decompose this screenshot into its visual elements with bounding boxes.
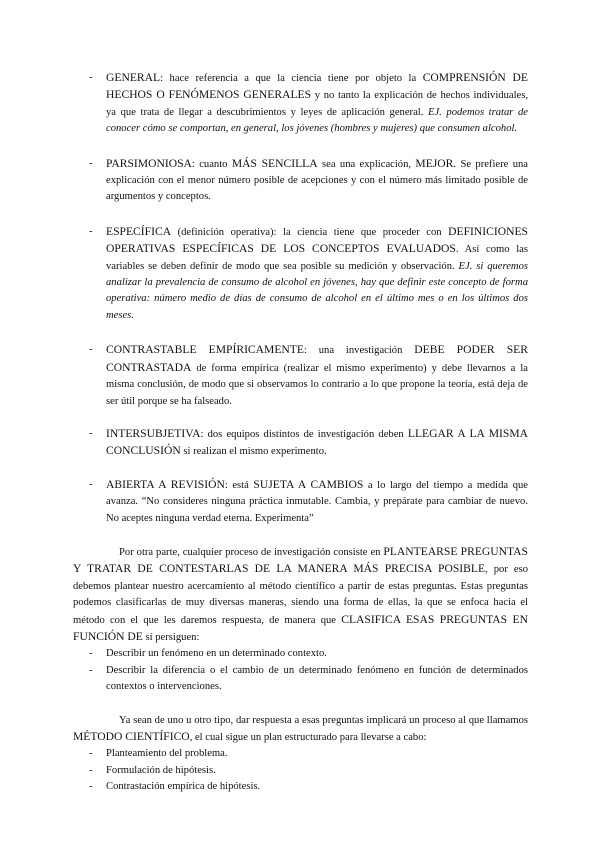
list-item xyxy=(73,763,528,779)
bullet-dash: - xyxy=(89,344,93,356)
bullet-parsimoniosa-text xyxy=(106,156,529,203)
bullet-abierta-text xyxy=(106,477,528,524)
bullet-intersubjetiva xyxy=(73,426,528,461)
paragraph-preguntas xyxy=(73,544,528,646)
bullet-dash: - xyxy=(89,764,93,776)
text-run: Ya sean de uno u otro tipo, dar respuesta a esas preguntas implicará un proceso al que llamamos xyxy=(119,714,528,726)
list-item xyxy=(73,746,528,762)
text-run: . Se prefiere una explicación con el menor número posible de acepciones y con el número más limitado posible de argumentos y conceptos. xyxy=(106,158,529,203)
bullet-general-text xyxy=(106,73,528,134)
emphasis-text: SUJETA A CAMBIOS xyxy=(253,477,364,491)
bullet-dash: - xyxy=(89,648,93,660)
text-run: : cuanto xyxy=(191,158,232,170)
bullet-contrastable xyxy=(73,342,528,410)
bullet-especifica xyxy=(73,224,528,324)
list-item-text: Contrastación empírica de hipótesis. xyxy=(106,781,261,793)
bullet-dash: - xyxy=(89,72,93,83)
bullet-contrastable-text xyxy=(106,345,528,406)
text-run: y no tanto la explicación de hechos individuales, ya que trata de llegar a descubrimientos y leyes de aplicación general. xyxy=(106,90,528,118)
emphasis-text: DEFINICIONES OPERATIVAS ESPECÍFICAS DE LOS CONCEPTOS EVALUADOS xyxy=(106,224,528,256)
bullet-dash: - xyxy=(89,478,93,490)
paragraph-metodo xyxy=(73,713,528,747)
bullet-dash: - xyxy=(89,157,93,169)
text-run: : está xyxy=(224,479,254,491)
text-run: , por eso debemos plantear nuestro acercamiento al método científico a partir de estas preguntas. Estas preguntas podemos clasificarlas de muy diversas maneras, siendo una forma de ellas, la que se enfoca hacia el método con el que les daremos respuesta, de manera que xyxy=(73,564,528,626)
text-run: a lo largo del tiempo a medida que avanza. “No consideres ninguna práctica inmutable. Cambia, y prepárate para cambiar de nuevo. No aceptes ninguna verdad eterna. Experimenta” xyxy=(106,479,528,524)
text-run: sea una explicación, xyxy=(317,158,416,170)
text-run: (definición operativa): la ciencia tiene que proceder con xyxy=(171,226,449,238)
question-types-list xyxy=(73,646,528,695)
bullet-dash: - xyxy=(89,748,93,760)
emphasis-text: ESPECÍFICA xyxy=(106,224,172,238)
emphasis-text: MEJOR xyxy=(415,156,454,170)
text-run: de forma empírica (realizar el mismo experimento) y debe llevarnos a la misma conclusión, de modo que si observamos lo contrario a lo que propone la teoría, está deja de ser útil porque se ha falseado. xyxy=(106,362,528,407)
text-run: . Así como las variables se deben definir de modo que sea posible su medición y observación. xyxy=(106,244,529,272)
list-item xyxy=(73,779,528,795)
text-run: : una investigación xyxy=(303,345,415,357)
emphasis-text: CONTRASTABLE EMPÍRICAMENTE xyxy=(106,343,304,357)
bullet-especifica-text xyxy=(106,224,529,321)
emphasis-text: CLASIFICA ESAS PREGUNTAS EN FUNCIÓN DE xyxy=(73,612,529,643)
bullet-abierta xyxy=(73,477,528,527)
emphasis-text: DEBE PODER SER CONTRASTADA xyxy=(106,343,528,374)
emphasis-text: GENERAL xyxy=(106,71,161,84)
emphasis-text: COMPRENSIÓN DE HECHOS O FENÓMENOS GENERALES xyxy=(106,71,528,102)
text-run: Por otra parte, cualquier proceso de investigación consiste en xyxy=(119,546,384,558)
emphasis-text: LLEGAR A LA MISMA CONCLUSIÓN xyxy=(106,426,528,458)
text-run: , el cual sigue un plan estructurado para llevarse a cabo: xyxy=(189,732,427,743)
method-steps-list xyxy=(73,746,528,795)
example-text: EJ. podemos tratar de conocer cómo se comportan, en general, los jóvenes (hombres y mujeres) que consumen alcohol. xyxy=(106,106,528,135)
bullet-parsimoniosa xyxy=(73,156,528,206)
bullet-general xyxy=(73,70,528,138)
bullet-dash: - xyxy=(89,225,93,237)
emphasis-text: INTERSUBJETIVA xyxy=(106,426,201,440)
text-run: : hace referencia a que la ciencia tiene por objeto la xyxy=(160,73,423,84)
bullet-dash: - xyxy=(89,781,93,793)
text-run: si persiguen: xyxy=(142,631,200,643)
example-text: EJ. si queremos analizar la prevalencia de consumo de alcohol en jóvenes, hay que definir este concepto de forma operativa: número medio de días de consumo de alcohol en el último mes o en los últimos dos meses. xyxy=(106,260,528,321)
bullet-dash: - xyxy=(89,664,93,676)
list-item xyxy=(73,646,528,662)
bullet-dash: - xyxy=(89,427,93,439)
text-run: si realizan el mismo experimento. xyxy=(180,446,327,458)
emphasis-text: MÉTODO CIENTÍFICO xyxy=(73,730,190,743)
emphasis-text: ABIERTA A REVISIÓN xyxy=(106,477,225,491)
list-item-text: Describir un fenómeno en un determinado contexto. xyxy=(106,648,327,660)
emphasis-text: MÁS SENCILLA xyxy=(231,156,318,170)
bullet-intersubjetiva-text xyxy=(106,426,528,458)
text-run: : dos equipos distintos de investigación deben xyxy=(200,428,408,440)
list-item xyxy=(73,663,528,696)
list-item-text: Planteamiento del problema. xyxy=(106,748,228,760)
list-item-text: Formulación de hipótesis. xyxy=(106,764,216,776)
characteristics-list xyxy=(73,70,528,796)
emphasis-text: PARSIMONIOSA xyxy=(106,156,192,170)
list-item-text: Describir la diferencia o el cambio de un determinado fenómeno en función de determinados contextos o intervenciones. xyxy=(106,664,528,693)
emphasis-text: PLANTEARSE PREGUNTAS Y TRATAR DE CONTESTARLAS DE LA MANERA MÁS PRECISA POSIBLE xyxy=(73,544,528,576)
